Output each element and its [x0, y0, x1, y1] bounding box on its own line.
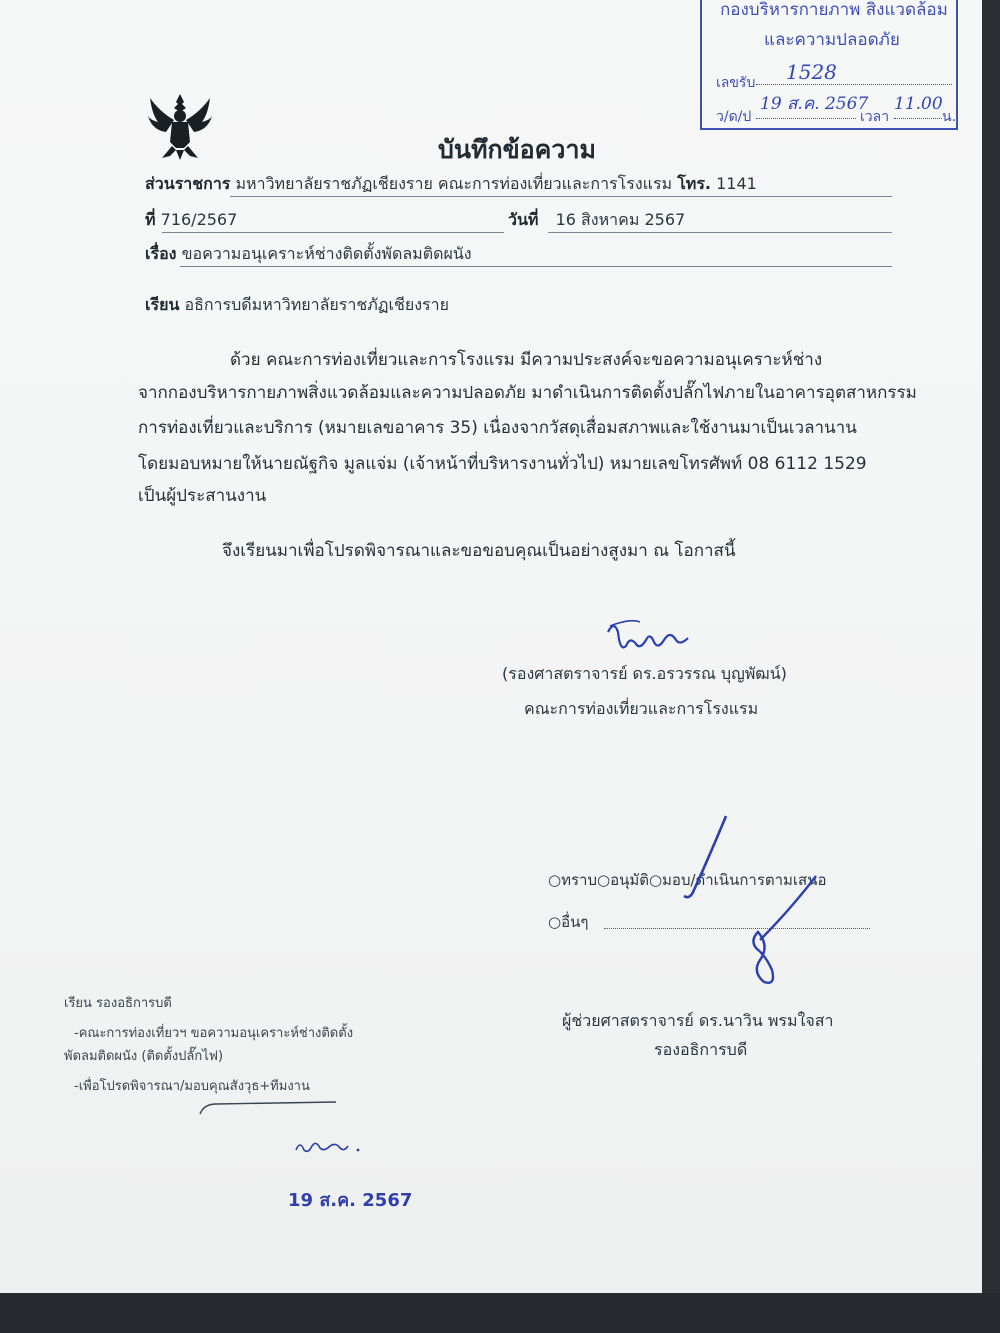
handnote-line-2: -คณะการท่องเที่ยวฯ ขอความอนุเคราะห์ช่างติดตั้ง	[74, 1026, 354, 1041]
stamp-receipt-number: 1528	[786, 60, 837, 84]
background-edge-bottom	[0, 1293, 1000, 1333]
date-label: วันที่	[508, 210, 539, 229]
date-underline	[548, 232, 892, 233]
stamp-receipt-label: เลขรับ	[716, 75, 756, 91]
ref-label: ที่	[145, 210, 156, 229]
subject-label: เรื่อง	[145, 244, 177, 263]
stamp-date-dotline	[756, 118, 856, 119]
approval-options: ○ทราบ○อนุมัติ○มอบ/ดำเนินการตามเสนอ	[548, 871, 827, 889]
ref-value: 716/2567	[160, 210, 238, 229]
subject-underline	[180, 266, 892, 267]
stamp-date-label: ว/ด/ป	[716, 109, 752, 125]
stamp-time-dotline	[894, 118, 942, 119]
body-line-2: จากกองบริหารกายภาพสิ่งแวดล้อมและความปลอดภัย มาดำเนินการติดตั้งปลั๊กไฟภายในอาคารอุตสาหกรรม	[138, 383, 917, 403]
to-label: เรียน	[145, 295, 180, 314]
tel-label: โทร.	[677, 174, 711, 193]
handnote-underline	[196, 1094, 346, 1118]
subject-field	[145, 242, 472, 267]
ref-field	[145, 208, 237, 233]
approval-checkmark-signature	[640, 800, 840, 990]
tel-value: 1141	[716, 174, 757, 193]
ref-underline	[162, 232, 504, 233]
dept-field	[145, 172, 757, 197]
signature-1	[600, 618, 710, 658]
stamp-office-line2: และความปลอดภัย	[764, 30, 900, 50]
stamp-date: 19 ส.ค. 2567	[760, 94, 869, 114]
handnote-line-4: -เพื่อโปรดพิจารณา/มอบคุณสังวุธ+ทีมงาน	[74, 1079, 310, 1094]
body-line-5: เป็นผู้ประสานงาน	[138, 486, 267, 506]
stamp-time: 11.00	[894, 94, 943, 114]
to-value: อธิการบดีมหาวิทยาลัยราชภัฏเชียงราย	[184, 295, 449, 314]
approval-other: ○อื่นๆ	[548, 913, 589, 931]
body-line-3: การท่องเที่ยวและบริการ (หมายเลขอาคาร 35) เนื่องจากวัสดุเสื่อมสภาพและใช้งานมาเป็นเวลานาน	[138, 418, 857, 438]
subject-value: ขอความอนุเคราะห์ช่างติดตั้งพัดลมติดผนัง	[181, 244, 472, 263]
dept-label: ส่วนราชการ	[145, 174, 231, 193]
receiving-stamp	[700, 0, 958, 130]
body-line-1: ด้วย คณะการท่องเที่ยวและการโรงแรม มีความประสงค์จะขอความอนุเคราะห์ช่าง	[230, 350, 823, 370]
stamp-receipt-dotline	[756, 84, 952, 85]
handnote-initials	[292, 1134, 372, 1158]
approver-name: ผู้ช่วยศาสตราจารย์ ดร.นาวิน พรมใจสา	[562, 1011, 834, 1030]
background-edge-right	[982, 0, 1000, 1333]
date-value: 16 สิงหาคม 2567	[555, 210, 686, 229]
dept-underline	[230, 196, 892, 197]
memo-title: บันทึกข้อความ	[438, 135, 596, 164]
handnote-date-stamp: 19 ส.ค. 2567	[288, 1190, 413, 1211]
body-line-4: โดยมอบหมายให้นายณัฐกิจ มูลแจ่ม (เจ้าหน้าที่บริหารงานทั่วไป) หมายเลขโทรศัพท์ 08 6112 1529	[138, 454, 867, 474]
stamp-office-line1: กองบริหารกายภาพ สิ่งแวดล้อม	[720, 0, 948, 20]
dept-value: มหาวิทยาลัยราชภัฏเชียงราย คณะการท่องเที่ยวและการโรงแรม	[235, 174, 673, 193]
salutation	[145, 293, 449, 318]
closing-line: จึงเรียนมาเพื่อโปรดพิจารณาและขอขอบคุณเป็นอย่างสูงมา ณ โอกาสนี้	[222, 541, 736, 561]
garuda-emblem-icon	[146, 90, 214, 162]
approver-position: รองอธิการบดี	[654, 1040, 748, 1059]
handnote-line-1: เรียน รองอธิการบดี	[64, 996, 172, 1011]
signer-1-name: (รองศาสตราจารย์ ดร.อรวรรณ บุญพัฒน์)	[502, 664, 787, 683]
stamp-time-label: เวลา	[860, 109, 890, 125]
handnote-line-3: พัดลมติดผนัง (ติดตั้งปลั๊กไฟ)	[64, 1049, 224, 1064]
date-field	[508, 208, 685, 233]
stamp-time-unit: น.	[942, 109, 957, 125]
signer-1-position: คณะการท่องเที่ยวและการโรงแรม	[524, 699, 759, 718]
